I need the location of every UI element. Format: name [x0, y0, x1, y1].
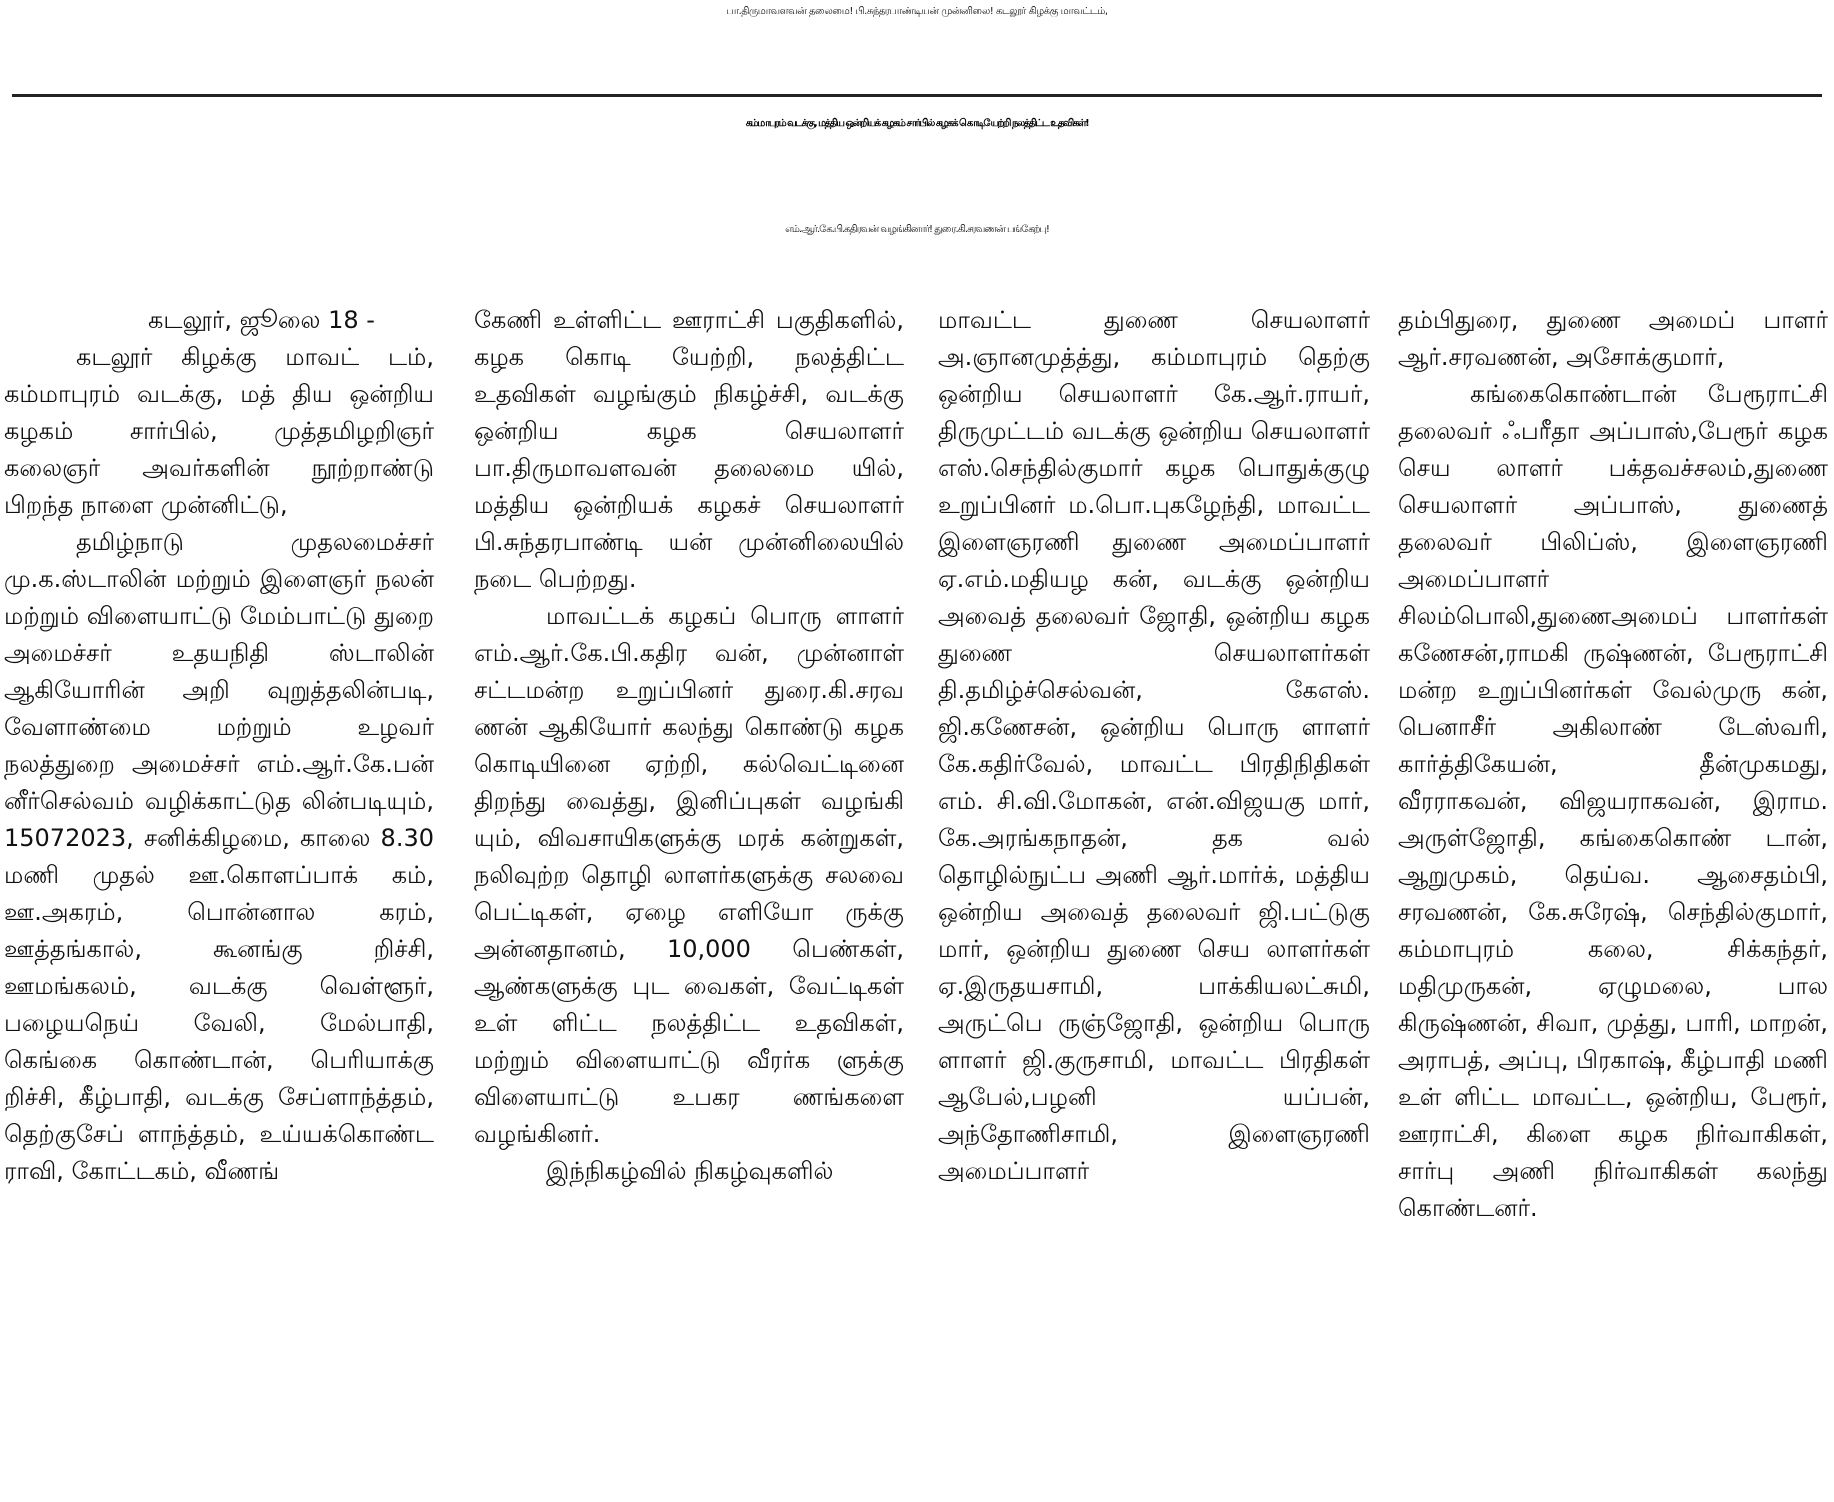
dateline: கடலூர், ஜூலை 18 - [148, 306, 375, 334]
paragraph: தமிழ்நாடு முதலமைச்சர் மு.க.ஸ்டாலின் மற்றும் இளைஞர் நலன் மற்றும் விளையாட்டு மேம்பாட்டு துறை அமைச்சர் உதயநிதி ஸ்டாலின் ஆகியோரின் அறி வுறுத்தலின்படி, வேளாண்மை மற்றும் உழவர் நலத்துறை அமைச்சர் எம்.ஆர்.கே.பன் னீர்செல்வம் வழிக்காட்டுத லின்படியும், 15072023, சனிக்கிழமை, காலை 8.30 மணி முதல் ஊ.கொளப்பாக் கம், ஊ.அகரம், பொன்னால கரம், ஊத்தங்கால், கூனங்கு றிச்சி, ஊமங்கலம், வடக்கு வெள்ளூர், பழையநெய் வேலி, மேல்பாதி, கெங்கை கொண்டான், பெரியாக்கு றிச்சி, கீழ்பாதி, வடக்கு சேப்ளாந்த்தம், தெற்குசேப் ளாந்த்தம், உய்யக்கொண்ட ராவி, கோட்டகம், வீணங் [4, 528, 434, 1185]
paragraph: மாவட்ட துணை செயலாளர் அ.ஞானமுத்த்து, கம்மாபுரம் தெற்கு ஒன்றிய செயலாளர் கே.ஆர்.ராயர், திருமுட்டம் வடக்கு ஒன்றிய செயலாளர் எஸ்.செந்தில்குமார் கழக பொதுக்குழு உறுப்பினர் ம.பொ.புகழேந்தி, மாவட்ட இளைஞரணி துணை அமைப்பாளர் ஏ.எம்.மதியழ கன், வடக்கு ஒன்றிய அவைத் தலைவர் ஜோதி, ஒன்றிய கழக துணை செயலாளர்கள் தி.தமிழ்ச்செல்வன், கேஎஸ். ஜி.கணேசன், ஒன்றிய பொரு ளாளர் கே.கதிர்வேல், மாவட்ட பிரதிநிதிகள் எம். சி.வி.மோகன், என்.விஜயகு மார், கே.அரங்கநாதன், தக வல் தொழில்நுட்ப அணி ஆர்.மார்க், மத்திய ஒன்றிய அவைத் தலைவர் ஜி.பட்டுகு மார், ஒன்றிய துணை செய லாளர்கள் ஏ.இருதயசாமி, பாக்கியலட்சுமி, அருட்பெ ருஞ்ஜோதி, ஒன்றிய பொரு ளாளர் ஜி.குருசாமி, மாவட்ட பிரதிகள் ஆபேல்,பழனி யப்பன், அந்தோணிசாமி, இளைஞரணி அமைப்பாளர் [938, 306, 1370, 1185]
paragraph: கடலூர் கிழக்கு மாவட் டம், கம்மாபுரம் வடக்கு, மத் திய ஒன்றிய கழகம் சார்பில், முத்தமிழறிஞர் கலைஞர் அவர்களின் நூற்றாண்டு பிறந்த நாளை முன்னிட்டு, [4, 343, 434, 519]
headline-divider [12, 94, 1822, 97]
article-column-4 [1398, 302, 1828, 1498]
top-headline: பா.திருமாவளவன் தலைமை! பி.சுந்தரபாண்டியன் முன்னிலை! கடலூர் கிழக்கு மாவட்டம், [726, 6, 1108, 17]
paragraph: கங்கைகொண்டான் பேரூராட்சி தலைவர் ஃபரீதா அப்பாஸ்,பேரூர் கழக செய லாளர் பக்தவச்சலம்,துணை செயலாளர் அப்பாஸ், துணைத் தலைவர் பிலிப்ஸ், இளைஞரணி அமைப்பாளர் சிலம்பொலி,துணைஅமைப் பாளர்கள் கணேசன்,ராமகி ருஷ்ணன், பேரூராட்சி மன்ற உறுப்பினர்கள் வேல்முரு கன், பெனாசீர் அகிலாண் டேஸ்வரி, கார்த்திகேயன், தீன்முகமது, வீரராகவன், விஜயராகவன், இராம. அருள்ஜோதி, கங்கைகொண் டான், ஆறுமுகம், தெய்வ. ஆசைதம்பி, சரவணன், கே.சுரேஷ், செந்தில்குமார், கம்மாபுரம் கலை, சிக்கந்தர், மதிமுருகன், ஏழுமலை, பால கிருஷ்ணன், சிவா, முத்து, பாரி, மாறன், அராபத், அப்பு, பிரகாஷ், கீழ்பாதி மணி உள் ளிட்ட மாவட்ட, ஒன்றிய, பேரூர், ஊராட்சி, கிளை கழக நிர்வாகிகள், சார்பு அணி நிர்வாகிகள் கலந்து கொண்டனர். [1398, 380, 1828, 1222]
main-headline: கம்மாபுரம் வடக்கு, மத்திய ஒன்றியக் கழகம் சார்பில் கழகக் கொடியேற்றி நலத்திட்ட உதவிகள்! [745, 118, 1089, 129]
paragraph: இந்நிகழ்வில் நிகழ்வுகளில் [546, 1157, 834, 1185]
sub-headline: எம்.ஆர்.கே.பி.கதிரவன் வழங்கினார்! துரை.கி.சரவணன் பங்கேற்பு! [785, 224, 1049, 235]
article-column-2 [474, 302, 904, 1498]
paragraph: மாவட்டக் கழகப் பொரு ளாளர் எம்.ஆர்.கே.பி.கதிர வன், முன்னாள் சட்டமன்ற உறுப்பினர் துரை.கி.சரவ ணன் ஆகியோர் கலந்து கொண்டு கழக கொடியினை ஏற்றி, கல்வெட்டினை திறந்து வைத்து, இனிப்புகள் வழங்கி யும், விவசாயிகளுக்கு மரக் கன்றுகள், நலிவுற்ற தொழி லாளர்களுக்கு சலவை பெட்டிகள், ஏழை எளியோ ருக்கு அன்னதானம், 10,000 பெண்கள், ஆண்களுக்கு புட வைகள், வேட்டிகள் உள் ளிட்ட நலத்திட்ட உதவிகள், மற்றும் விளையாட்டு வீரர்க ளுக்கு விளையாட்டு உபகர ணங்களை வழங்கினர். [474, 602, 904, 1148]
article-column-3 [938, 302, 1370, 1498]
paragraph: கேணி உள்ளிட்ட ஊராட்சி பகுதிகளில், கழக கொடி யேற்றி, நலத்திட்ட உதவிகள் வழங்கும் நிகழ்ச்சி, வடக்கு ஒன்றிய கழக செயலாளர் பா.திருமாவளவன் தலைமை யில், மத்திய ஒன்றியக் கழகச் செயலாளர் பி.சுந்தரபாண்டி யன் முன்னிலையில் நடை பெற்றது. [474, 306, 904, 593]
paragraph: தம்பிதுரை, துணை அமைப் பாளர் ஆர்.சரவணன், அசோக்குமார், [1398, 306, 1828, 371]
article-column-1 [4, 302, 434, 1498]
